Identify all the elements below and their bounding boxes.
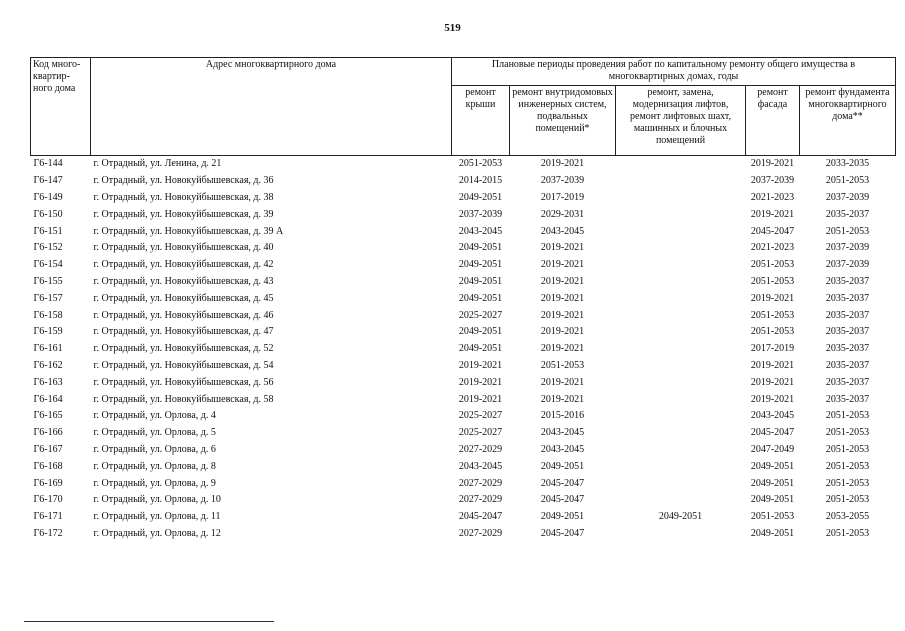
cell-facade: 2021-2023 [750, 191, 795, 203]
cell-systems: 2043-2045 [540, 225, 585, 237]
cell-foundation: 2051-2053 [825, 494, 870, 506]
cell-facade: 2045-2047 [750, 225, 795, 237]
cell-code: Г6-150 [33, 208, 63, 220]
cell-roof: 2049-2051 [458, 343, 503, 355]
cell-roof: 2051-2053 [458, 158, 503, 170]
cell-address: г. Отрадный, ул. Новокуйбышевская, д. 45 [93, 292, 274, 304]
header-facade: ремонт фасада [746, 85, 800, 155]
cell-address: г. Отрадный, ул. Новокуйбышевская, д. 43 [93, 275, 274, 287]
table-row [31, 274, 896, 291]
cell-roof: 2027-2029 [458, 477, 503, 489]
table-row [31, 458, 896, 475]
cell-roof: 2043-2045 [458, 225, 503, 237]
cell-roof: 2025-2027 [458, 309, 503, 321]
cell-systems: 2019-2021 [540, 393, 585, 405]
cell-address: г. Отрадный, ул. Новокуйбышевская, д. 58 [93, 393, 274, 405]
cell-code: Г6-170 [33, 494, 63, 506]
cell-facade: 2051-2053 [750, 511, 795, 523]
cell-address: г. Отрадный, ул. Орлова, д. 9 [93, 477, 216, 489]
cell-address: г. Отрадный, ул. Орлова, д. 12 [93, 527, 221, 539]
cell-facade: 2019-2021 [750, 292, 795, 304]
cell-roof: 2049-2051 [458, 191, 503, 203]
repair-schedule-table [30, 57, 896, 542]
cell-roof: 2049-2051 [458, 259, 503, 271]
cell-foundation: 2035-2037 [825, 326, 870, 338]
table-row [31, 206, 896, 223]
table-row [31, 190, 896, 207]
cell-foundation: 2037-2039 [825, 191, 870, 203]
cell-facade: 2019-2021 [750, 208, 795, 220]
cell-elevators [616, 408, 746, 425]
cell-facade: 2019-2021 [750, 359, 795, 371]
cell-elevators [616, 156, 746, 173]
cell-systems: 2019-2021 [540, 309, 585, 321]
cell-address: г. Отрадный, ул. Новокуйбышевская, д. 52 [93, 343, 274, 355]
cell-roof: 2045-2047 [458, 511, 503, 523]
cell-facade: 2017-2019 [750, 343, 795, 355]
cell-facade: 2037-2039 [750, 175, 795, 187]
cell-systems: 2017-2019 [540, 191, 585, 203]
cell-foundation: 2035-2037 [825, 275, 870, 287]
cell-code: Г6-147 [33, 175, 63, 187]
cell-roof: 2043-2045 [458, 460, 503, 472]
cell-foundation: 2051-2053 [825, 410, 870, 422]
cell-code: Г6-157 [33, 292, 63, 304]
header-address: Адрес многоквартирного дома [91, 58, 452, 156]
cell-address: г. Отрадный, ул. Орлова, д. 10 [93, 494, 221, 506]
cell-code: Г6-161 [33, 343, 63, 355]
cell-elevators [616, 190, 746, 207]
cell-elevators [616, 307, 746, 324]
cell-elevators [616, 257, 746, 274]
cell-address: г. Отрадный, ул. Орлова, д. 4 [93, 410, 216, 422]
cell-systems: 2019-2021 [540, 292, 585, 304]
cell-elevators [616, 274, 746, 291]
cell-address: г. Отрадный, ул. Новокуйбышевская, д. 39 [93, 208, 274, 220]
header-systems: ремонт внутридомовых инженерных систем, подвальных помещений* [510, 85, 616, 155]
cell-systems: 2019-2021 [540, 158, 585, 170]
cell-code: Г6-168 [33, 460, 63, 472]
cell-elevators [616, 391, 746, 408]
cell-systems: 2049-2051 [540, 511, 585, 523]
cell-address: г. Отрадный, ул. Новокуйбышевская, д. 39 А [93, 225, 284, 237]
cell-foundation: 2051-2053 [825, 527, 870, 539]
cell-facade: 2049-2051 [750, 460, 795, 472]
cell-address: г. Отрадный, ул. Новокуйбышевская, д. 42 [93, 259, 274, 271]
cell-systems: 2043-2045 [540, 443, 585, 455]
page-number: 519 [444, 22, 461, 34]
cell-elevators [616, 475, 746, 492]
table-row [31, 492, 896, 509]
cell-foundation: 2035-2037 [825, 292, 870, 304]
table-body [31, 156, 896, 543]
cell-address: г. Отрадный, ул. Орлова, д. 8 [93, 460, 216, 472]
cell-facade: 2045-2047 [750, 427, 795, 439]
cell-systems: 2019-2021 [540, 275, 585, 287]
cell-systems: 2019-2021 [540, 326, 585, 338]
cell-foundation: 2033-2035 [825, 158, 870, 170]
cell-roof: 2027-2029 [458, 443, 503, 455]
cell-systems: 2049-2051 [540, 460, 585, 472]
cell-facade: 2049-2051 [750, 477, 795, 489]
cell-address: г. Отрадный, ул. Новокуйбышевская, д. 36 [93, 175, 274, 187]
cell-code: Г6-155 [33, 275, 63, 287]
cell-address: г. Отрадный, ул. Новокуйбышевская, д. 54 [93, 359, 274, 371]
cell-code: Г6-165 [33, 410, 63, 422]
cell-code: Г6-167 [33, 443, 63, 455]
cell-systems: 2043-2045 [540, 427, 585, 439]
cell-roof: 2019-2021 [458, 359, 503, 371]
table-row [31, 425, 896, 442]
cell-foundation: 2051-2053 [825, 427, 870, 439]
table-row [31, 374, 896, 391]
table-row [31, 156, 896, 173]
cell-address: г. Отрадный, ул. Орлова, д. 11 [93, 511, 221, 523]
cell-address: г. Отрадный, ул. Новокуйбышевская, д. 56 [93, 376, 274, 388]
cell-elevators: 2049-2051 [658, 511, 703, 523]
cell-address: г. Отрадный, ул. Орлова, д. 6 [93, 443, 216, 455]
cell-systems: 2029-2031 [540, 208, 585, 220]
cell-code: Г6-154 [33, 259, 63, 271]
cell-foundation: 2035-2037 [825, 393, 870, 405]
cell-elevators [616, 206, 746, 223]
cell-foundation: 2051-2053 [825, 175, 870, 187]
header-foundation: ремонт фундамента многоквартирного дома** [800, 85, 896, 155]
table-row [31, 324, 896, 341]
cell-roof: 2037-2039 [458, 208, 503, 220]
cell-elevators [616, 341, 746, 358]
cell-elevators [616, 442, 746, 459]
cell-code: Г6-159 [33, 326, 63, 338]
cell-code: Г6-172 [33, 527, 63, 539]
cell-address: г. Отрадный, ул. Новокуйбышевская, д. 47 [93, 326, 274, 338]
table-row [31, 442, 896, 459]
cell-foundation: 2037-2039 [825, 259, 870, 271]
header-roof: ремонт крыши [452, 85, 510, 155]
cell-systems: 2051-2053 [540, 359, 585, 371]
cell-code: Г6-163 [33, 376, 63, 388]
cell-facade: 2019-2021 [750, 158, 795, 170]
cell-facade: 2043-2045 [750, 410, 795, 422]
cell-roof: 2027-2029 [458, 494, 503, 506]
cell-facade: 2049-2051 [750, 527, 795, 539]
cell-facade: 2047-2049 [750, 443, 795, 455]
cell-code: Г6-171 [33, 511, 63, 523]
cell-foundation: 2051-2053 [825, 477, 870, 489]
cell-elevators [616, 425, 746, 442]
cell-systems: 2019-2021 [540, 376, 585, 388]
cell-elevators [616, 526, 746, 543]
cell-code: Г6-169 [33, 477, 63, 489]
cell-foundation: 2051-2053 [825, 225, 870, 237]
table-row [31, 358, 896, 375]
cell-roof: 2049-2051 [458, 292, 503, 304]
cell-roof: 2025-2027 [458, 427, 503, 439]
cell-systems: 2045-2047 [540, 527, 585, 539]
cell-facade: 2021-2023 [750, 242, 795, 254]
table-row [31, 223, 896, 240]
cell-facade: 2019-2021 [750, 393, 795, 405]
cell-address: г. Отрадный, ул. Новокуйбышевская, д. 46 [93, 309, 274, 321]
cell-roof: 2019-2021 [458, 376, 503, 388]
cell-foundation: 2053-2055 [825, 511, 870, 523]
cell-elevators [616, 223, 746, 240]
cell-elevators [616, 173, 746, 190]
cell-facade: 2019-2021 [750, 376, 795, 388]
cell-address: г. Отрадный, ул. Новокуйбышевская, д. 40 [93, 242, 274, 254]
cell-code: Г6-151 [33, 225, 63, 237]
cell-foundation: 2037-2039 [825, 242, 870, 254]
cell-code: Г6-166 [33, 427, 63, 439]
cell-elevators [616, 290, 746, 307]
cell-systems: 2019-2021 [540, 343, 585, 355]
cell-foundation: 2051-2053 [825, 443, 870, 455]
table-row [31, 408, 896, 425]
cell-roof: 2027-2029 [458, 527, 503, 539]
cell-systems: 2037-2039 [540, 175, 585, 187]
cell-foundation: 2035-2037 [825, 343, 870, 355]
table-row [31, 509, 896, 526]
cell-systems: 2045-2047 [540, 477, 585, 489]
cell-elevators [616, 358, 746, 375]
cell-facade: 2049-2051 [750, 494, 795, 506]
table-row [31, 290, 896, 307]
cell-code: Г6-158 [33, 309, 63, 321]
table-row [31, 526, 896, 543]
header-code: Код много-квартир-ного дома [31, 58, 91, 156]
cell-systems: 2019-2021 [540, 259, 585, 271]
cell-foundation: 2035-2037 [825, 309, 870, 321]
cell-roof: 2049-2051 [458, 242, 503, 254]
table-row [31, 240, 896, 257]
cell-foundation: 2035-2037 [825, 376, 870, 388]
cell-address: г. Отрадный, ул. Новокуйбышевская, д. 38 [93, 191, 274, 203]
table-row [31, 391, 896, 408]
cell-code: Г6-144 [33, 158, 63, 170]
cell-foundation: 2035-2037 [825, 208, 870, 220]
table-row [31, 475, 896, 492]
cell-systems: 2015-2016 [540, 410, 585, 422]
cell-code: Г6-152 [33, 242, 63, 254]
cell-code: Г6-149 [33, 191, 63, 203]
cell-roof: 2025-2027 [458, 410, 503, 422]
table-row [31, 307, 896, 324]
cell-foundation: 2035-2037 [825, 359, 870, 371]
cell-elevators [616, 374, 746, 391]
cell-facade: 2051-2053 [750, 309, 795, 321]
cell-address: г. Отрадный, ул. Орлова, д. 5 [93, 427, 216, 439]
table-header [31, 58, 896, 156]
cell-code: Г6-162 [33, 359, 63, 371]
footnote-divider [24, 621, 274, 622]
cell-roof: 2014-2015 [458, 175, 503, 187]
cell-roof: 2049-2051 [458, 326, 503, 338]
cell-systems: 2019-2021 [540, 242, 585, 254]
table-row [31, 341, 896, 358]
cell-facade: 2051-2053 [750, 326, 795, 338]
cell-facade: 2051-2053 [750, 275, 795, 287]
cell-elevators [616, 458, 746, 475]
table-row [31, 257, 896, 274]
cell-systems: 2045-2047 [540, 494, 585, 506]
cell-elevators [616, 492, 746, 509]
cell-code: Г6-164 [33, 393, 63, 405]
header-elevators: ремонт, замена, модернизация лифтов, ремонт лифтовых шахт, машинных и блочных помещений [616, 85, 746, 155]
cell-foundation: 2051-2053 [825, 460, 870, 472]
cell-facade: 2051-2053 [750, 259, 795, 271]
cell-elevators [616, 324, 746, 341]
cell-roof: 2049-2051 [458, 275, 503, 287]
cell-elevators [616, 240, 746, 257]
cell-roof: 2019-2021 [458, 393, 503, 405]
cell-address: г. Отрадный, ул. Ленина, д. 21 [93, 158, 222, 170]
header-periods: Плановые периоды проведения работ по капитальному ремонту общего имущества в многоквартирных домах, годы [452, 58, 896, 86]
table-row [31, 173, 896, 190]
